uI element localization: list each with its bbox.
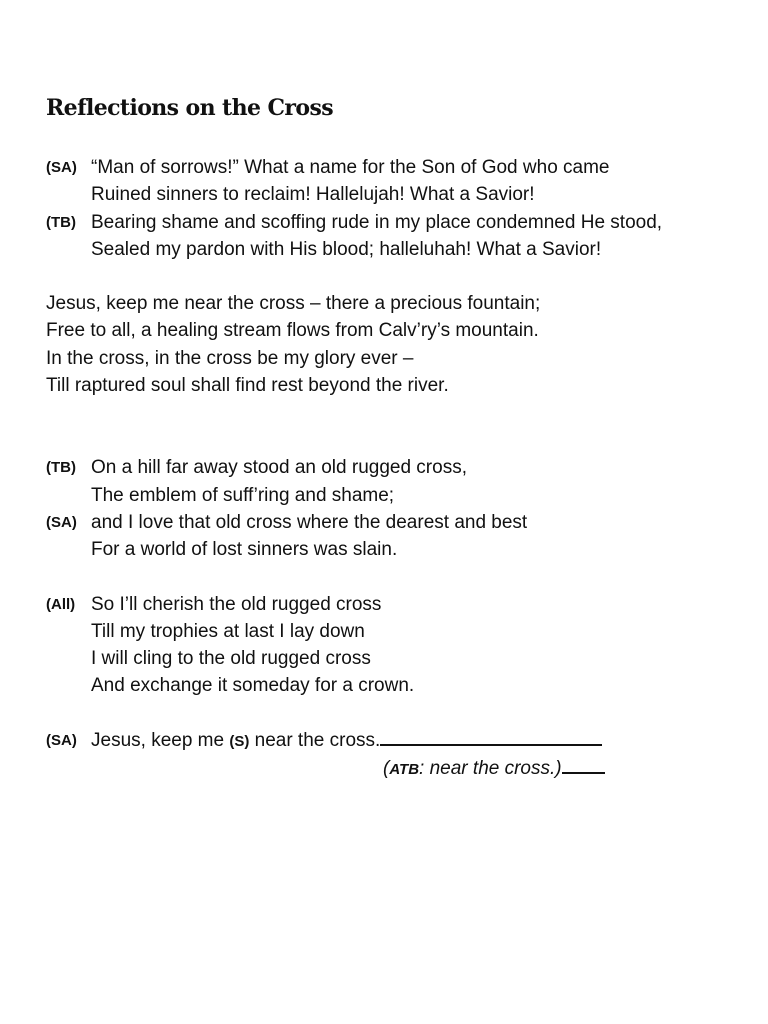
voice-tag: (SA) <box>46 731 77 749</box>
lyric-text: And exchange it someday for a crown. <box>91 675 415 697</box>
atb-response-line <box>46 755 746 783</box>
voice-tag: (SA) <box>46 513 77 531</box>
voice-tag: (SA) <box>46 159 77 176</box>
lyric-text: Bearing shame and scoffing rude in my place condemned He stood, <box>91 211 663 233</box>
atb-text: : near the cross.) <box>419 758 562 780</box>
lyric-text: Ruined sinners to reclaim! Hallelujah! What a Savior! <box>91 184 535 206</box>
fill-in-blank <box>380 727 602 746</box>
lyric-line: In the cross, in the cross be my glory ever – <box>46 347 414 369</box>
lyric-text: near the cross. <box>249 729 381 751</box>
lyric-line <box>46 536 746 563</box>
page-title: Reflections on the Cross <box>46 95 334 121</box>
stanza-gap <box>46 263 746 290</box>
inline-voice-tag: (S) <box>229 732 250 750</box>
lyric-line <box>46 645 746 672</box>
voice-tag: (TB) <box>46 459 76 477</box>
lyric-line <box>46 618 746 645</box>
lyric-text: I will cling to the old rugged cross <box>91 648 371 670</box>
atb-voice-tag: ATB <box>389 761 420 779</box>
voice-tag: (All) <box>46 595 76 613</box>
fill-in-blank-short <box>562 755 605 774</box>
lyric-line <box>46 509 746 536</box>
atb-open-paren: ( <box>383 758 390 780</box>
lyric-text: On a hill far away stood an old rugged cross, <box>91 457 467 479</box>
lyric-text: For a world of lost sinners was slain. <box>91 539 398 561</box>
lyric-line <box>46 482 746 509</box>
document-page <box>46 92 746 783</box>
lyric-line: Jesus, keep me near the cross – there a precious fountain; <box>46 293 541 315</box>
voice-tag: (TB) <box>46 213 76 231</box>
lyric-line <box>46 236 746 263</box>
lyric-line <box>46 181 746 208</box>
lyric-line <box>46 454 746 481</box>
lyric-text: Till my trophies at last I lay down <box>91 620 365 642</box>
lyric-line <box>46 591 746 618</box>
stanza-gap <box>46 399 746 454</box>
lyric-text: and I love that old cross where the dearest and best <box>91 511 528 533</box>
lyric-text: Jesus, keep me <box>91 729 230 751</box>
lyric-text: The emblem of suff’ring and shame; <box>91 484 395 506</box>
lyric-line: Till raptured soul shall find rest beyond the river. <box>46 375 449 397</box>
lyric-text: Sealed my pardon with His blood; halleluhah! What a Savior! <box>91 238 602 260</box>
lyric-line <box>46 672 746 699</box>
lyrics <box>46 154 746 783</box>
lyric-line <box>46 154 746 181</box>
lyric-line: Free to all, a healing stream flows from Calv’ry’s mountain. <box>46 320 539 342</box>
lyric-line-ending <box>46 727 746 755</box>
stanza-gap <box>46 564 746 591</box>
lyric-line <box>46 209 746 236</box>
stanza-gap <box>46 700 746 727</box>
lyric-text: “Man of sorrows!” What a name for the Son of God who came <box>91 157 610 178</box>
lyric-text: So I’ll cherish the old rugged cross <box>91 593 382 615</box>
